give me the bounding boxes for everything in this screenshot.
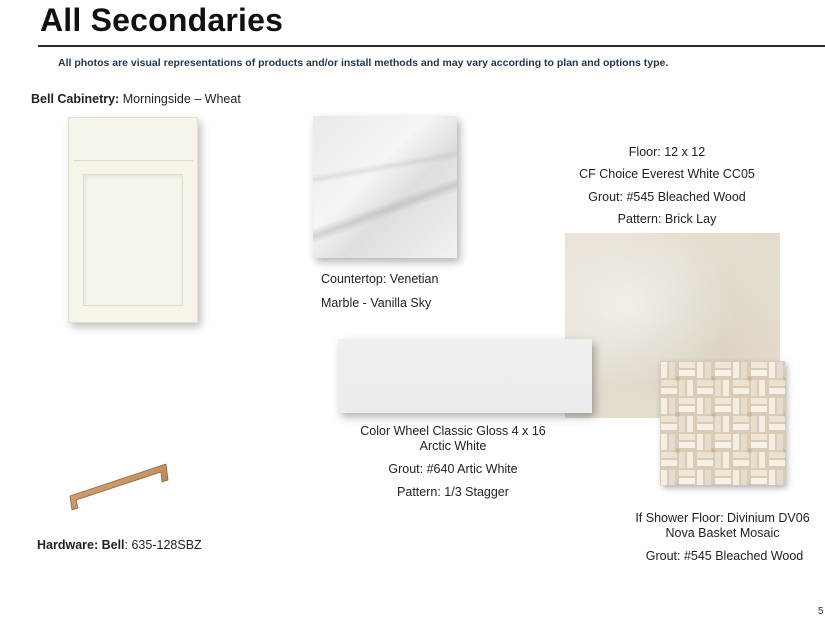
hardware-value: : 635-128SBZ: [124, 538, 202, 552]
hardware-brand: Hardware: Bell: [37, 538, 125, 552]
shower-mosaic-image: [660, 361, 785, 485]
floor-pattern-label: Pattern: Brick Lay: [617, 212, 717, 226]
basketweave-pattern: [660, 361, 785, 485]
countertop-label-2: Marble - Vanilla Sky: [321, 296, 432, 310]
hardware-label: [37, 538, 202, 552]
wall-tile-product-label: Color Wheel Classic Gloss 4 x 16: [360, 424, 546, 438]
disclaimer-text: All photos are visual representations of products and/or install methods and may vary according to plan and options type.: [58, 57, 669, 69]
countertop-label-1: Countertop: Venetian: [321, 272, 439, 286]
wall-tile-image: [338, 339, 592, 413]
page-number: 5: [818, 606, 824, 617]
door-top-rail: [73, 122, 193, 161]
cabinet-door-image: [68, 117, 198, 323]
door-panel: [83, 174, 183, 306]
cabinetry-brand: Bell Cabinetry:: [31, 92, 120, 106]
shower-floor-name-label: Nova Basket Mosaic: [665, 526, 780, 540]
countertop-marble-image: [313, 116, 457, 258]
shower-floor-product-label: If Shower Floor: Divinium DV06: [635, 511, 810, 525]
wall-tile-color-label: Arctic White: [419, 439, 487, 453]
floor-size-label: Floor: 12 x 12: [628, 145, 706, 159]
floor-product-label: CF Choice Everest White CC05: [579, 167, 755, 181]
wall-tile-grout-label: Grout: #640 Artic White: [388, 462, 518, 476]
title-divider: [38, 45, 825, 47]
cabinetry-value: Morningside – Wheat: [119, 92, 241, 106]
cabinetry-label: [31, 92, 241, 106]
cabinet-pull-image: [64, 458, 174, 514]
shower-floor-grout-label: Grout: #545 Bleached Wood: [645, 549, 804, 563]
floor-grout-label: Grout: #545 Bleached Wood: [588, 190, 746, 204]
page-title: All Secondaries: [40, 2, 284, 38]
wall-tile-pattern-label: Pattern: 1/3 Stagger: [397, 485, 509, 499]
